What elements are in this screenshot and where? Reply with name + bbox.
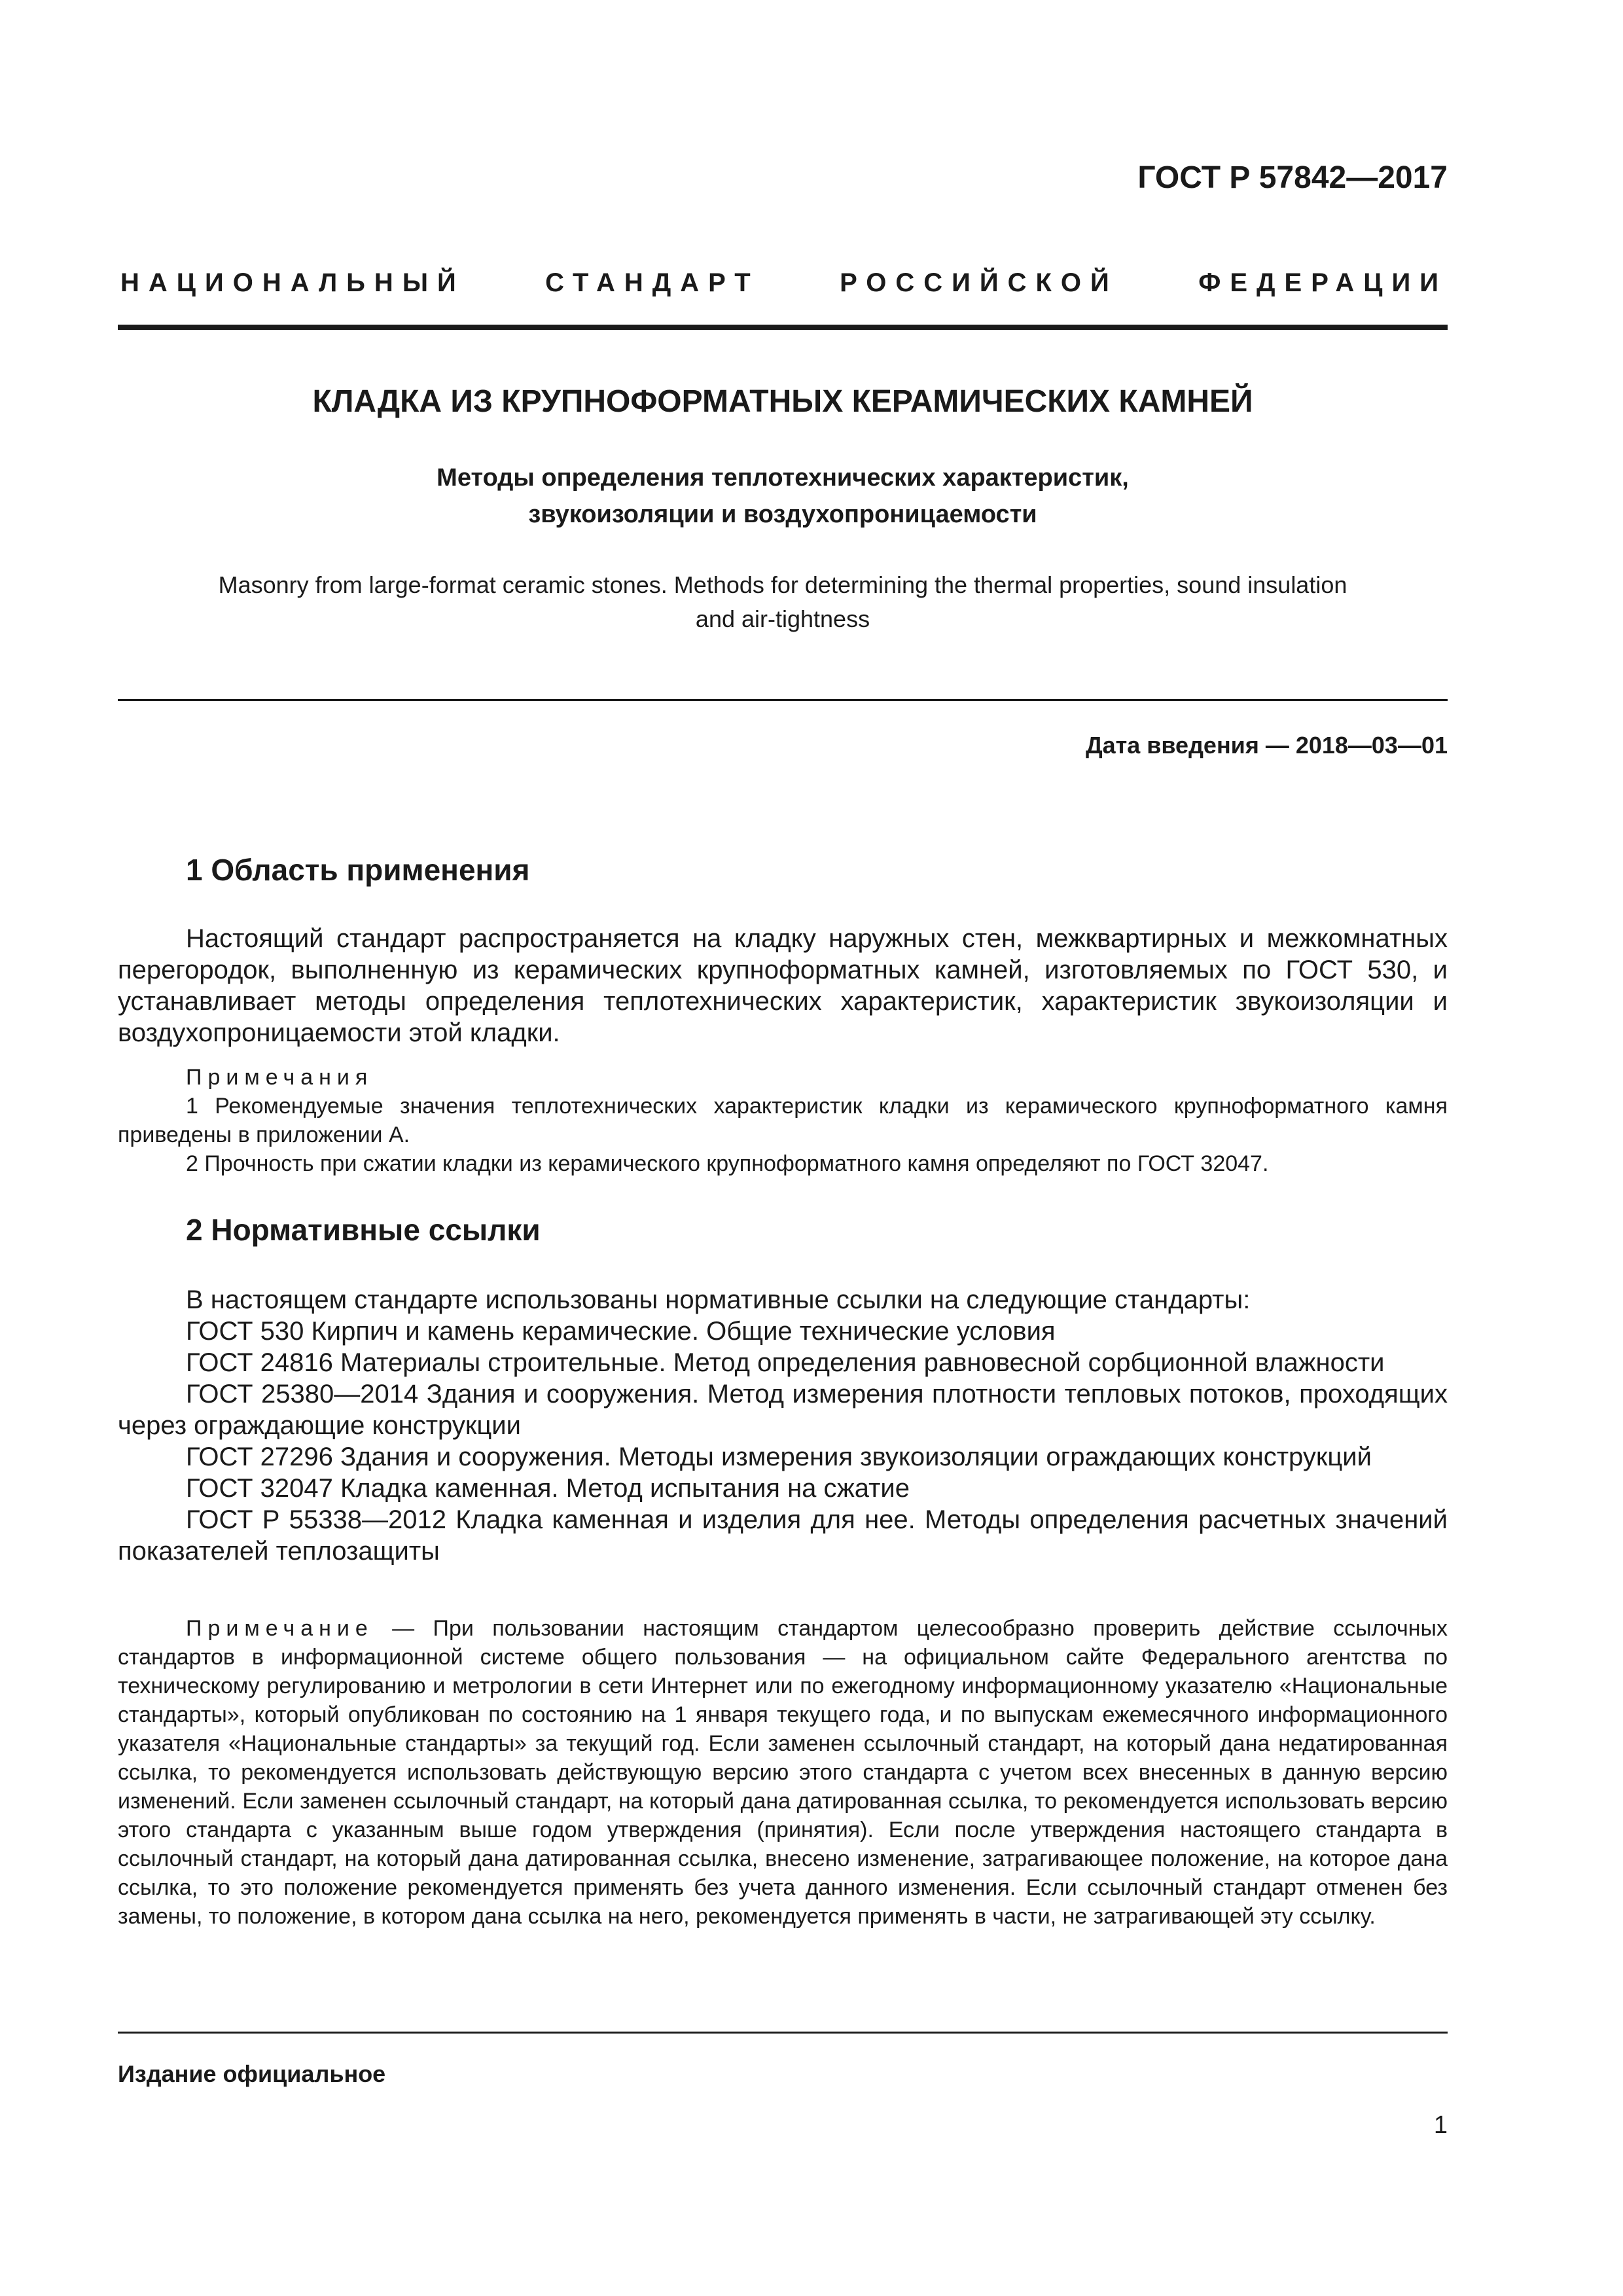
- section-1-body: [118, 923, 1448, 1049]
- official-edition-label: Издание официальное: [118, 2060, 386, 2087]
- standard-code: ГОСТ Р 57842—2017: [1137, 160, 1448, 195]
- english-title: [118, 568, 1448, 636]
- reference-item: ГОСТ 530 Кирпич и камень керамические. Общие технические условия: [186, 1317, 1056, 1346]
- footer-rule: [118, 2032, 1448, 2034]
- section-1-heading: 1 Область применения: [186, 853, 530, 887]
- reference-item: ГОСТ 25380—2014 Здания и сооружения. Метод измерения плотности тепловых потоков, проходящих через ограждающие конструкции: [118, 1380, 1448, 1440]
- section-1-notes: [118, 1063, 1448, 1178]
- page-number: 1: [1433, 2111, 1448, 2139]
- reference-item: ГОСТ 27296 Здания и сооружения. Методы измерения звукоизоляции ограждающих конструкций: [186, 1443, 1372, 1471]
- section-2-heading: 2 Нормативные ссылки: [186, 1213, 541, 1247]
- reference-item: ГОСТ 32047 Кладка каменная. Метод испытания на сжатие: [186, 1474, 910, 1503]
- banner-word-3: РОССИЙСКОЙ: [840, 268, 1118, 297]
- reference-item: ГОСТ Р 55338—2012 Кладка каменная и изделия для нее. Методы определения расчетных значений показателей теплозащиты: [118, 1505, 1448, 1566]
- banner-word-2: СТАНДАРТ: [545, 268, 760, 297]
- note-2: 2 Прочность при сжатии кладки из керамического крупноформатного камня определяют по ГОСТ 32047.: [186, 1151, 1269, 1176]
- subtitle-line-2: звукоизоляции и воздухопроницаемости: [528, 501, 1037, 528]
- note-1: 1 Рекомендуемые значения теплотехнических характеристик кладки из керамического крупноформатного камня приведены в приложении А.: [118, 1094, 1448, 1147]
- subtitle-line-1: Методы определения теплотехнических характеристик,: [437, 464, 1129, 492]
- notes-label: Примечания: [186, 1065, 374, 1090]
- reference-item: ГОСТ 24816 Материалы строительные. Метод определения равновесной сорбционной влажности: [186, 1348, 1385, 1377]
- section-2-intro: В настоящем стандарте использованы нормативные ссылки на следующие стандарты:: [186, 1285, 1251, 1314]
- header-thick-rule: [118, 325, 1448, 330]
- introduction-date: Дата введения — 2018—03—01: [1085, 732, 1448, 759]
- national-standard-banner: [120, 268, 1448, 298]
- english-title-line-1: Masonry from large-format ceramic stones. Methods for determining the thermal properties, sound insulation: [218, 571, 1347, 598]
- section-2-body: [118, 1284, 1448, 1567]
- section-2-note: [118, 1614, 1448, 1931]
- section-1-paragraph: Настоящий стандарт распространяется на кладку наружных стен, межквартирных и межкомнатных перегородок, выполненную из керамических крупноформатных камней, изготовляемых по ГОСТ 530, и устанавливает методы определения теплотехнических характеристик, характеристик звукоизоляции и воздухопроницаемости этой кладки.: [118, 924, 1448, 1047]
- document-subtitle: [118, 459, 1448, 533]
- banner-word-1: НАЦИОНАЛЬНЫЙ: [120, 268, 465, 297]
- section-2-note-text: — При пользовании настоящим стандартом целесообразно проверить действие ссылочных стандартов в информационной системе общего пользования — на официальном сайте Федерального агентства по техническому регулированию и метрологии в сети Интернет или по ежегодному информационному указателю «Национальные стандарты», который опубликован по состоянию на 1 января текущего года, и по выпускам ежемесячного информационного указателя «Национальные стандарты» за текущий год. Если заменен ссылочный стандарт, на который дана недатированная ссылка, то рекомендуется использовать действующую версию этого стандарта с учетом всех внесенных в данную версию изменений. Если заменен ссылочный стандарт, на который дана датированная ссылка, то рекомендуется использовать версию этого стандарта с указанным выше годом утверждения (принятия). Если после утверждения настоящего стандарта в ссылочный стандарт, на который дана датированная ссылка, внесено изменение, затрагивающее положение, на которое дана ссылка, то это положение рекомендуется применять без учета данного изменения. Если ссылочный стандарт отменен без замены, то положение, в котором дана ссылка на него, рекомендуется применять в части, не затрагивающей эту ссылку.: [118, 1616, 1448, 1929]
- document-title: КЛАДКА ИЗ КРУПНОФОРМАТНЫХ КЕРАМИЧЕСКИХ КАМНЕЙ: [312, 384, 1253, 419]
- english-title-line-2: and air-tightness: [695, 605, 870, 632]
- section-2-note-label: Примечание: [186, 1616, 374, 1641]
- title-bottom-rule: [118, 699, 1448, 701]
- banner-word-4: ФЕДЕРАЦИИ: [1198, 268, 1448, 297]
